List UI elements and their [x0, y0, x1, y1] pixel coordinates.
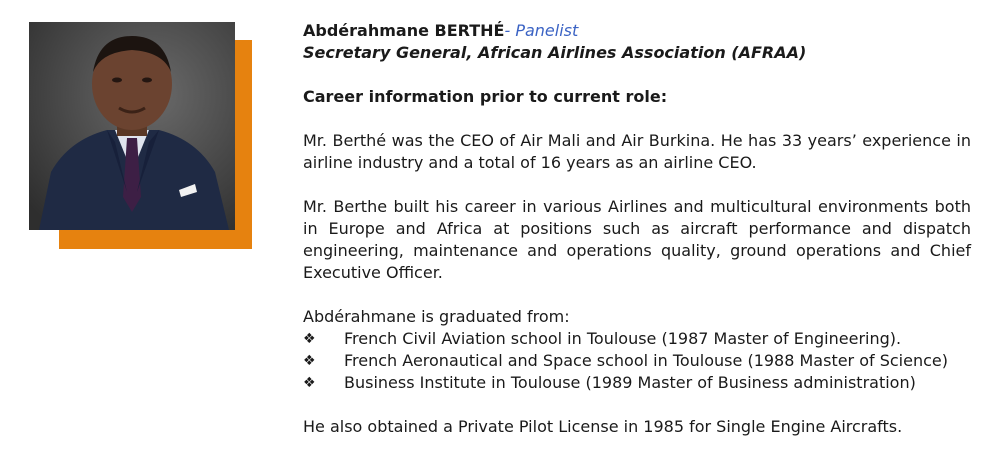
education-item-text: Business Institute in Toulouse (1989 Master of Business administration): [344, 373, 916, 392]
education-intro: Abdérahmane is graduated from:: [303, 307, 570, 326]
career-paragraph-2: Mr. Berthe built his career in various Airlines and multicultural environments both in Europe and Africa at positions such as aircraft performance and dispatch engineering, maintenance and operations quality, ground operations and Chief Executive Officer.: [303, 197, 971, 282]
person-title: Secretary General, African Airlines Association (AFRAA): [303, 43, 807, 62]
person-name: Abdérahmane BERTHÉ: [303, 21, 505, 40]
career-paragraph-1: Mr. Berthé was the CEO of Air Mali and Air Burkina. He has 33 years’ experience in airline industry and a total of 16 years as an airline CEO.: [303, 131, 971, 172]
profile-portrait: [29, 22, 235, 230]
profile-photo-frame: [29, 22, 253, 250]
closing-paragraph: He also obtained a Private Pilot License in 1985 for Single Engine Aircrafts.: [303, 417, 903, 436]
name-line: [303, 20, 971, 42]
diamond-bullet-icon: ❖: [303, 353, 316, 369]
bio-text-column: [303, 20, 971, 438]
diamond-bullet-icon: ❖: [303, 331, 316, 347]
education-item-text: French Aeronautical and Space school in Toulouse (1988 Master of Science): [344, 351, 948, 370]
list-item: [303, 350, 971, 372]
career-heading: Career information prior to current role:: [303, 87, 668, 106]
education-list: [303, 328, 971, 394]
education-item-text: French Civil Aviation school in Toulouse (1987 Master of Engineering).: [344, 329, 902, 348]
list-item: [303, 328, 971, 350]
diamond-bullet-icon: ❖: [303, 375, 316, 391]
person-role: - Panelist: [504, 21, 579, 40]
list-item: [303, 372, 971, 394]
